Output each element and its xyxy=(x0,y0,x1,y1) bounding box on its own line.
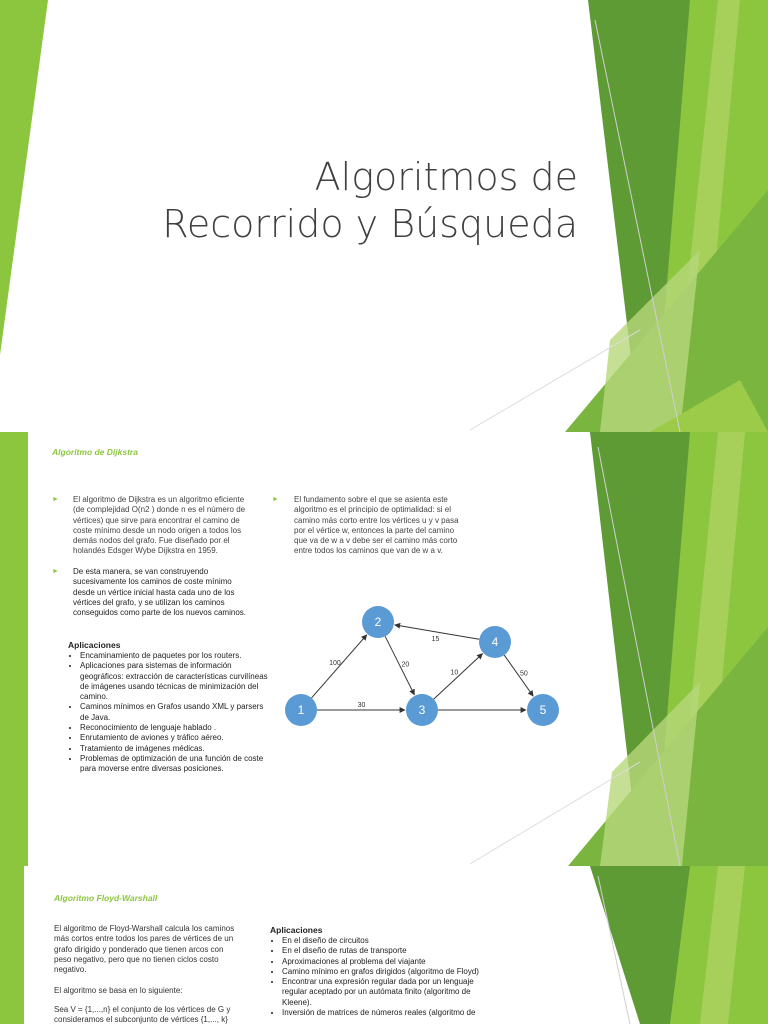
edge-weight-label: 30 xyxy=(357,702,366,709)
list-item: • Caminos mínimos en Grafos usando XML y parsers de Java. xyxy=(80,702,268,723)
edge-weight-label: 50 xyxy=(520,670,528,678)
dijkstra-graph xyxy=(270,597,580,727)
bullet-arrow-icon: ► xyxy=(52,568,59,575)
floyd-paragraph-3: Sea V = {1,...,n} el conjunto de los vértices de G y consideramos el subconjunto de vértices {1,..., k} xyxy=(54,1005,231,1024)
floyd-paragraph-1: El algoritmo de Floyd-Warshall calcula los caminos más cortos entre todos los pares de vértices de un grafo dirigido y ponderado que tienen arcos con peso negativo, pero que no tienen ciclos costo negativo. xyxy=(54,924,235,975)
list-item: • Problemas de optimización de una función de coste para moverse entre diversas posiciones. xyxy=(80,754,268,775)
dijkstra-paragraph-1: El algoritmo de Dijkstra es un algoritmo eficiente (de complejidad O(n2 ) donde n es el número de vértices) que sirve para encontrar el camino de coste mínimo desde un nodo origen a todos los demás nodos del grafo. Fue diseñado por el holandés Edsger Wybe Dijkstra en 1959. xyxy=(73,495,246,556)
slide-title xyxy=(0,0,768,432)
graph-node-label: 3 xyxy=(418,703,426,717)
list-item: • En el diseño de circuitos xyxy=(282,936,500,946)
section-heading: Algoritmo Floyd-Warshall xyxy=(54,893,158,903)
graph-node-label: 2 xyxy=(374,615,382,629)
title-line-2: Recorrido y Búsqueda xyxy=(162,202,578,246)
edge-weight-label: 10 xyxy=(450,669,459,677)
floyd-paragraph-2: El algoritmo se basa en lo siguiente: xyxy=(54,986,183,995)
section-heading: Algoritmo de Dijkstra xyxy=(52,447,138,457)
list-item: • Reconocimiento de lenguaje hablado . xyxy=(80,723,268,733)
graph-node-label: 4 xyxy=(491,635,499,649)
bullet-arrow-icon: ► xyxy=(272,496,279,503)
dijkstra-paragraph-3: El fundamento sobre el que se asienta este algoritmo es el principio de optimalidad: si el camino más corto entre los vértices u y v pasa por el vértice w, entonces la parte del camino que va de w a v debe ser el camino más corto entre todos los caminos que van de w a v. xyxy=(294,495,459,556)
list-item: • Enrutamiento de aviones y tráfico aéreo. xyxy=(80,733,268,743)
edge-weight-label: 20 xyxy=(401,661,410,669)
list-item: • Encaminamiento de paquetes por los routers. xyxy=(80,651,268,661)
list-item: • Aproximaciones al problema del viajante xyxy=(282,957,500,967)
title-line-1: Algoritmos de xyxy=(314,155,578,199)
slide-floyd-warshall xyxy=(0,866,768,1024)
applications-list xyxy=(270,925,500,1018)
list-item: • Aplicaciones para sistemas de información geográficos: extracción de características curvilíneas de imágenes usando técnicas de minimización del camino. xyxy=(80,661,268,702)
applications-list xyxy=(68,640,268,775)
list-item: • Tratamiento de imágenes médicas. xyxy=(80,744,268,754)
applications-title: Aplicaciones xyxy=(68,640,121,650)
list-item: • Camino mínimo en grafos dirigidos (algoritmo de Floyd) xyxy=(282,967,500,977)
slide-title-text xyxy=(162,154,578,248)
edge-weight-label: 100 xyxy=(329,660,341,668)
dijkstra-paragraph-2: De esta manera, se van construyendo sucesivamente los caminos de coste mínimo desde un vértice inicial hasta cada uno de los vértices del grafo, y se utilizan los caminos conseguidos como parte de los nuevos caminos. xyxy=(73,567,246,618)
graph-edge-4-5 xyxy=(504,655,533,696)
graph-node-label: 1 xyxy=(297,703,305,717)
list-item: • En el diseño de rutas de transporte xyxy=(282,946,500,956)
edge-weight-label: 15 xyxy=(431,635,440,643)
slide-dijkstra xyxy=(0,432,768,866)
list-item: • Inversión de matrices de números reales (algoritmo de xyxy=(282,1008,500,1018)
list-item: • Encontrar una expresión regular dada por un lenguaje regular aceptado por un autómata finito (algoritmo de Kleene). xyxy=(282,977,500,1008)
graph-node-label: 5 xyxy=(539,703,547,717)
bullet-arrow-icon: ► xyxy=(52,496,59,503)
applications-title: Aplicaciones xyxy=(270,925,323,935)
graph-edge-2-3 xyxy=(385,636,414,694)
